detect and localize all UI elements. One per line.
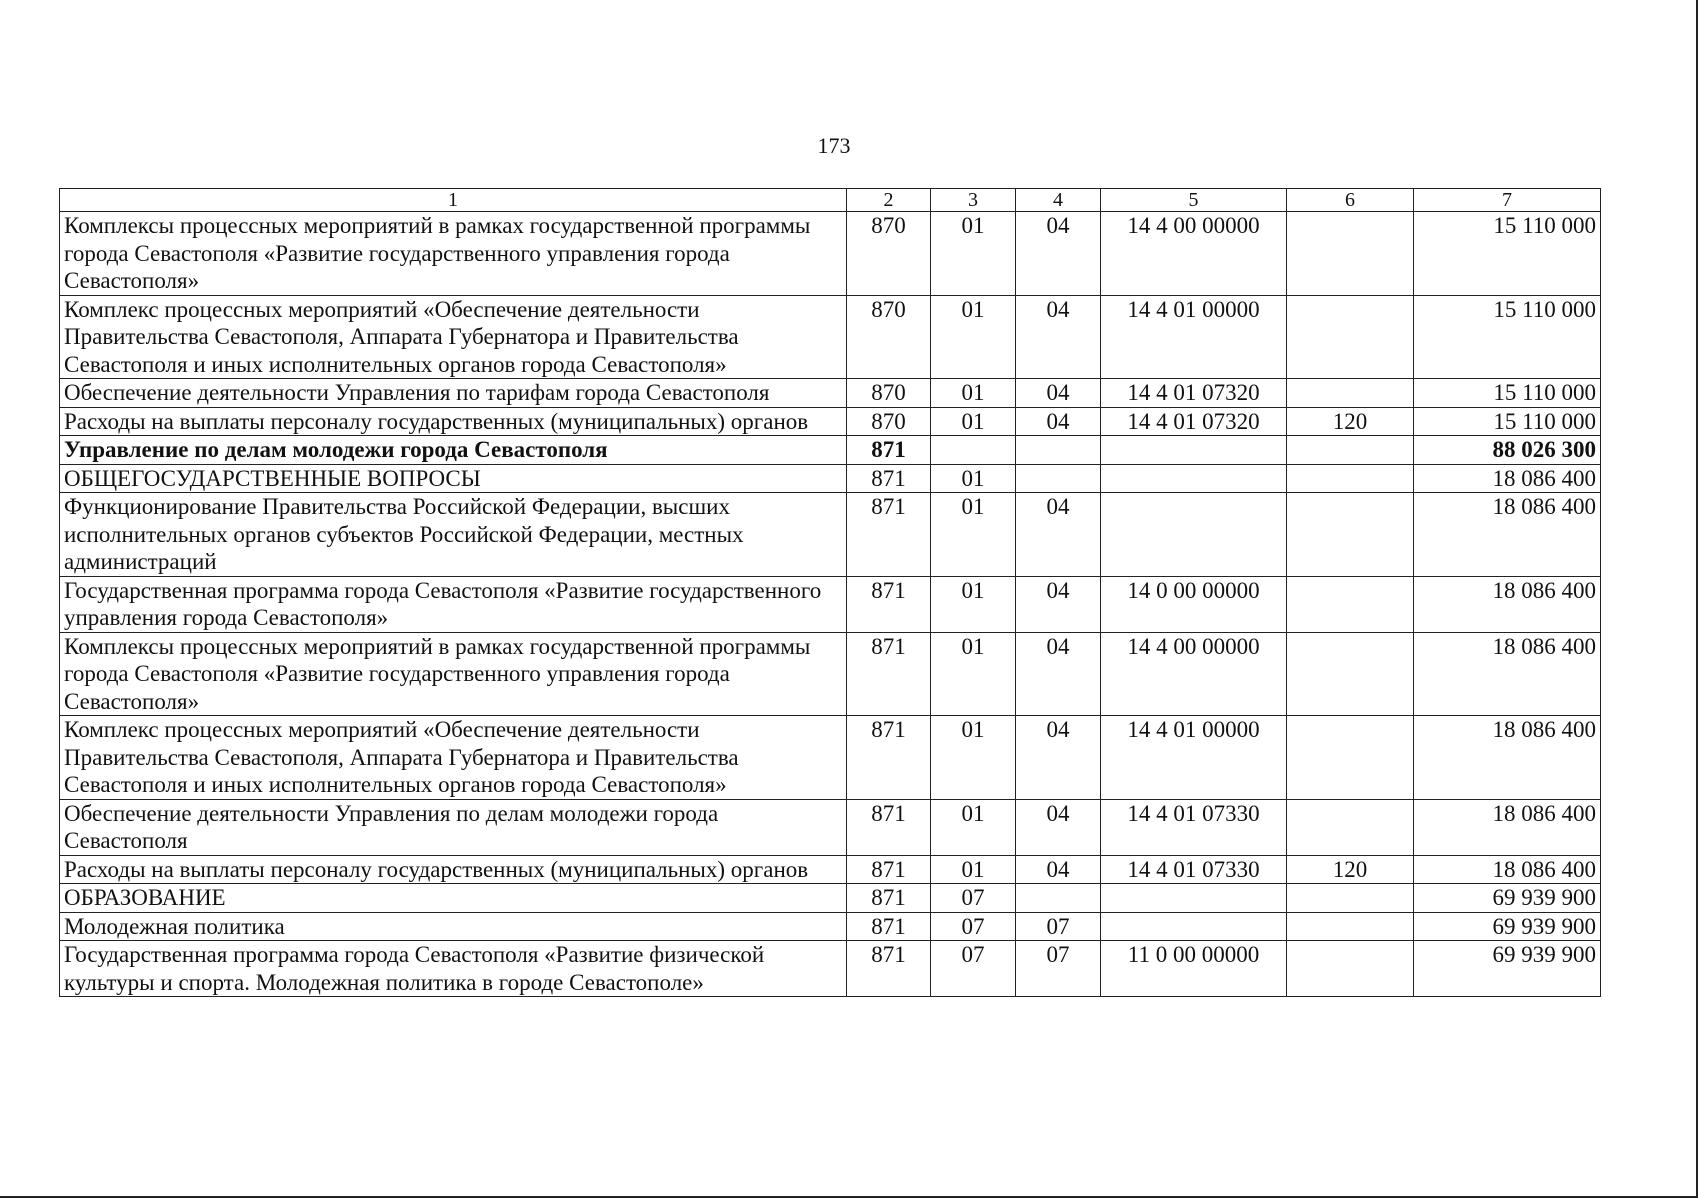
- table-row: [60, 632, 1601, 716]
- table-row: [60, 379, 1601, 408]
- row-expense-type-cell: 120: [1287, 407, 1414, 436]
- row-grbs-cell: 870: [847, 407, 931, 436]
- row-target-article-cell: 14 4 01 07330: [1101, 799, 1287, 855]
- row-expense-type-cell: [1287, 799, 1414, 855]
- row-amount-cell: 18 086 400: [1414, 464, 1601, 493]
- page-number: 173: [817, 133, 851, 158]
- table-row: [60, 716, 1601, 800]
- row-subsection-cell: 04: [1016, 855, 1101, 884]
- row-section-cell: 07: [931, 941, 1016, 997]
- header-cell-7: 7: [1414, 189, 1601, 212]
- row-grbs-cell: 871: [847, 716, 931, 800]
- row-expense-type-cell: [1287, 212, 1414, 296]
- row-section-cell: 01: [931, 464, 1016, 493]
- header-cell-4: 4: [1016, 189, 1101, 212]
- row-name-cell: Расходы на выплаты персоналу государственных (муниципальных) органов: [60, 855, 847, 884]
- row-section-cell: 01: [931, 295, 1016, 379]
- row-subsection-cell: [1016, 464, 1101, 493]
- row-expense-type-cell: [1287, 576, 1414, 632]
- row-amount-cell: 15 110 000: [1414, 212, 1601, 296]
- row-grbs-cell: 871: [847, 941, 931, 997]
- budget-table: [59, 188, 1601, 997]
- row-name-cell: Комплекс процессных мероприятий «Обеспечение деятельности Правительства Севастополя, Аппарата Губернатора и Правительства Севастополя и иных исполнительных органов города Севастополя»: [60, 295, 847, 379]
- row-expense-type-cell: [1287, 716, 1414, 800]
- row-name-cell: Государственная программа города Севастополя «Развитие государственного управления города Севастополя»: [60, 576, 847, 632]
- table-row: [60, 407, 1601, 436]
- header-cell-5: 5: [1101, 189, 1287, 212]
- table-row: [60, 493, 1601, 577]
- row-amount-cell: 15 110 000: [1414, 379, 1601, 408]
- row-expense-type-cell: [1287, 379, 1414, 408]
- row-grbs-cell: 871: [847, 912, 931, 941]
- row-section-cell: 01: [931, 716, 1016, 800]
- row-section-cell: 01: [931, 576, 1016, 632]
- row-grbs-cell: 871: [847, 884, 931, 913]
- row-amount-cell: 18 086 400: [1414, 799, 1601, 855]
- row-subsection-cell: [1016, 436, 1101, 465]
- row-subsection-cell: 07: [1016, 941, 1101, 997]
- row-section-cell: 01: [931, 212, 1016, 296]
- header-cell-2: 2: [847, 189, 931, 212]
- table-body: [60, 212, 1601, 997]
- row-name-cell: ОБРАЗОВАНИЕ: [60, 884, 847, 913]
- row-target-article-cell: [1101, 912, 1287, 941]
- row-expense-type-cell: [1287, 632, 1414, 716]
- row-section-cell: 01: [931, 493, 1016, 577]
- row-target-article-cell: 14 4 00 00000: [1101, 632, 1287, 716]
- row-expense-type-cell: 120: [1287, 855, 1414, 884]
- row-section-cell: 07: [931, 884, 1016, 913]
- row-grbs-cell: 871: [847, 436, 931, 465]
- row-name-cell: Управление по делам молодежи города Севастополя: [60, 436, 847, 465]
- header-cell-3: 3: [931, 189, 1016, 212]
- table-row: [60, 212, 1601, 296]
- row-grbs-cell: 871: [847, 576, 931, 632]
- row-section-cell: 01: [931, 799, 1016, 855]
- row-name-cell: Обеспечение деятельности Управления по тарифам города Севастополя: [60, 379, 847, 408]
- row-name-cell: Комплекс процессных мероприятий «Обеспечение деятельности Правительства Севастополя, Аппарата Губернатора и Правительства Севастополя и иных исполнительных органов города Севастополя»: [60, 716, 847, 800]
- row-target-article-cell: 14 4 01 07320: [1101, 379, 1287, 408]
- table-row: [60, 436, 1601, 465]
- row-grbs-cell: 870: [847, 295, 931, 379]
- row-subsection-cell: [1016, 884, 1101, 913]
- row-name-cell: ОБЩЕГОСУДАРСТВЕННЫЕ ВОПРОСЫ: [60, 464, 847, 493]
- row-section-cell: 07: [931, 912, 1016, 941]
- row-amount-cell: 18 086 400: [1414, 855, 1601, 884]
- row-name-cell: Расходы на выплаты персоналу государственных (муниципальных) органов: [60, 407, 847, 436]
- row-grbs-cell: 870: [847, 212, 931, 296]
- row-grbs-cell: 871: [847, 464, 931, 493]
- row-amount-cell: 15 110 000: [1414, 295, 1601, 379]
- row-expense-type-cell: [1287, 884, 1414, 913]
- header-cell-6: 6: [1287, 189, 1414, 212]
- row-grbs-cell: 871: [847, 632, 931, 716]
- row-subsection-cell: 04: [1016, 576, 1101, 632]
- header-cell-1: 1: [60, 189, 847, 212]
- row-grbs-cell: 871: [847, 799, 931, 855]
- row-section-cell: 01: [931, 379, 1016, 408]
- table-row: [60, 464, 1601, 493]
- row-target-article-cell: 14 4 01 00000: [1101, 716, 1287, 800]
- row-amount-cell: 69 939 900: [1414, 884, 1601, 913]
- row-expense-type-cell: [1287, 941, 1414, 997]
- row-target-article-cell: [1101, 493, 1287, 577]
- table-row: [60, 941, 1601, 997]
- row-section-cell: 01: [931, 407, 1016, 436]
- row-target-article-cell: 14 0 00 00000: [1101, 576, 1287, 632]
- row-amount-cell: 18 086 400: [1414, 716, 1601, 800]
- row-target-article-cell: [1101, 464, 1287, 493]
- row-name-cell: Комплексы процессных мероприятий в рамках государственной программы города Севастополя «Развитие государственного управления города Севастополя»: [60, 632, 847, 716]
- table-row: [60, 884, 1601, 913]
- row-amount-cell: 18 086 400: [1414, 576, 1601, 632]
- row-target-article-cell: 14 4 00 00000: [1101, 212, 1287, 296]
- table-row: [60, 912, 1601, 941]
- row-amount-cell: 69 939 900: [1414, 912, 1601, 941]
- row-name-cell: Обеспечение деятельности Управления по делам молодежи города Севастополя: [60, 799, 847, 855]
- row-target-article-cell: 14 4 01 07330: [1101, 855, 1287, 884]
- row-name-cell: Государственная программа города Севастополя «Развитие физической культуры и спорта. Молодежная политика в городе Севастополе»: [60, 941, 847, 997]
- row-expense-type-cell: [1287, 295, 1414, 379]
- row-name-cell: Функционирование Правительства Российской Федерации, высших исполнительных органов субъектов Российской Федерации, местных администраций: [60, 493, 847, 577]
- row-section-cell: 01: [931, 855, 1016, 884]
- row-subsection-cell: 04: [1016, 295, 1101, 379]
- row-subsection-cell: 07: [1016, 912, 1101, 941]
- row-amount-cell: 15 110 000: [1414, 407, 1601, 436]
- row-subsection-cell: 04: [1016, 799, 1101, 855]
- row-subsection-cell: 04: [1016, 407, 1101, 436]
- row-amount-cell: 18 086 400: [1414, 493, 1601, 577]
- table-row: [60, 855, 1601, 884]
- row-grbs-cell: 871: [847, 493, 931, 577]
- row-amount-cell: 69 939 900: [1414, 941, 1601, 997]
- row-expense-type-cell: [1287, 464, 1414, 493]
- row-target-article-cell: [1101, 436, 1287, 465]
- row-amount-cell: 18 086 400: [1414, 632, 1601, 716]
- row-amount-cell: 88 026 300: [1414, 436, 1601, 465]
- row-subsection-cell: 04: [1016, 379, 1101, 408]
- table-row: [60, 799, 1601, 855]
- row-target-article-cell: [1101, 884, 1287, 913]
- row-subsection-cell: 04: [1016, 716, 1101, 800]
- table-row: [60, 576, 1601, 632]
- row-grbs-cell: 870: [847, 379, 931, 408]
- row-target-article-cell: 14 4 01 00000: [1101, 295, 1287, 379]
- table-row: [60, 295, 1601, 379]
- row-target-article-cell: 11 0 00 00000: [1101, 941, 1287, 997]
- row-section-cell: 01: [931, 632, 1016, 716]
- row-subsection-cell: 04: [1016, 632, 1101, 716]
- row-grbs-cell: 871: [847, 855, 931, 884]
- row-target-article-cell: 14 4 01 07320: [1101, 407, 1287, 436]
- row-expense-type-cell: [1287, 493, 1414, 577]
- row-expense-type-cell: [1287, 912, 1414, 941]
- row-subsection-cell: 04: [1016, 212, 1101, 296]
- row-name-cell: Молодежная политика: [60, 912, 847, 941]
- row-name-cell: Комплексы процессных мероприятий в рамках государственной программы города Севастополя «Развитие государственного управления города Севастополя»: [60, 212, 847, 296]
- row-expense-type-cell: [1287, 436, 1414, 465]
- row-section-cell: [931, 436, 1016, 465]
- header-row: [60, 189, 1601, 212]
- row-subsection-cell: 04: [1016, 493, 1101, 577]
